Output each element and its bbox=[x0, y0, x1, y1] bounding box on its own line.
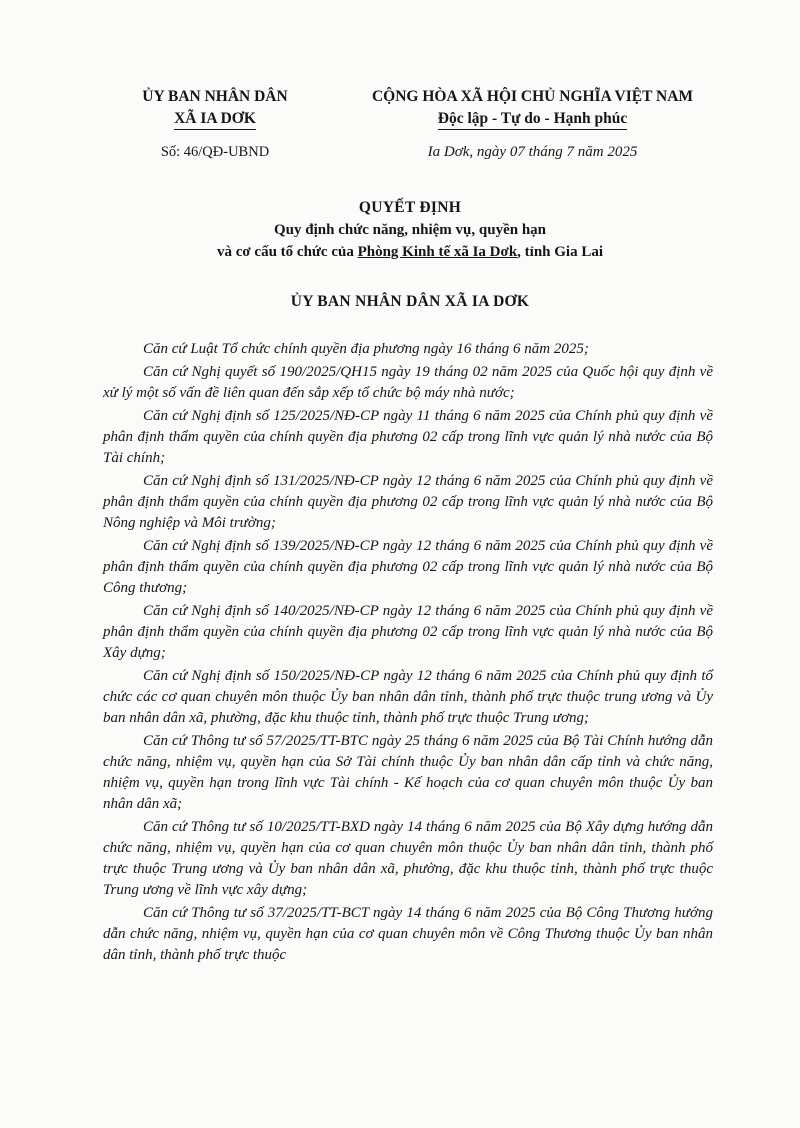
legal-basis-paragraph: Căn cứ Thông tư số 57/2025/TT-BTC ngày 25 tháng 6 năm 2025 của Bộ Tài Chính hướng dẫn chức năng, nhiệm vụ, quyền hạn của Sở Tài chính thuộc Ủy ban nhân dân cấp tỉnh và chức năng, nhiệm vụ, quyền hạn trong lĩnh vực Tài chính - Kế hoạch của cơ quan chuyên môn thuộc Ủy ban nhân dân xã; bbox=[103, 733, 713, 812]
national-motto: Độc lập - Tự do - Hạnh phúc bbox=[438, 109, 627, 130]
document-type: QUYẾT ĐỊNH bbox=[358, 199, 462, 216]
subject-line-2-underlined: Phòng Kinh tế xã Ia Dơk bbox=[357, 244, 518, 260]
legal-basis-paragraph: Căn cứ Thông tư số 37/2025/TT-BCT ngày 14 tháng 6 năm 2025 của Bộ Công Thương hướng dẫn chức năng, nhiệm vụ, quyền hạn của cơ quan chuyên môn về Công Thương thuộc Ủy ban nhân dân tỉnh, thành phố trực thuộc bbox=[103, 905, 713, 963]
nation-name: CỘNG HÒA XÃ HỘI CHỦ NGHĨA VIỆT NAM bbox=[371, 88, 694, 105]
legal-basis-paragraph: Căn cứ Nghị định số 139/2025/NĐ-CP ngày 12 tháng 6 năm 2025 của Chính phủ quy định về phân định thẩm quyền của chính quyền địa phương 02 cấp trong lĩnh vực quản lý nhà nước của Bộ Công thương; bbox=[103, 538, 713, 596]
legal-basis-paragraph: Căn cứ Nghị định số 125/2025/NĐ-CP ngày 11 tháng 6 năm 2025 của Chính phủ quy định về phân định thẩm quyền của chính quyền địa phương 02 cấp trong lĩnh vực quản lý nhà nước của Bộ Tài chính; bbox=[103, 408, 713, 466]
issuing-agency bbox=[130, 86, 300, 130]
agency-name-line1: ỦY BAN NHÂN DÂN bbox=[142, 88, 288, 105]
subject-line-2-pre: và cơ cấu tổ chức của bbox=[216, 244, 358, 260]
legal-basis-paragraph: Căn cứ Nghị định số 131/2025/NĐ-CP ngày 12 tháng 6 năm 2025 của Chính phủ quy định về phân định thẩm quyền của chính quyền địa phương 02 cấp trong lĩnh vực quản lý nhà nước của Bộ Nông nghiệp và Môi trường; bbox=[103, 473, 713, 531]
legal-basis-paragraph: Căn cứ Nghị định số 140/2025/NĐ-CP ngày 12 tháng 6 năm 2025 của Chính phủ quy định về phân định thẩm quyền của chính quyền địa phương 02 cấp trong lĩnh vực quản lý nhà nước của Bộ Xây dựng; bbox=[103, 603, 713, 661]
issuing-authority: ỦY BAN NHÂN DÂN XÃ IA DƠK bbox=[290, 293, 530, 310]
legal-basis-paragraph: Căn cứ Nghị quyết số 190/2025/QH15 ngày 19 tháng 02 năm 2025 của Quốc hội quy định về xử lý một số vấn đề liên quan đến sắp xếp tổ chức bộ máy nhà nước; bbox=[103, 364, 713, 401]
legal-basis-paragraph: Căn cứ Thông tư số 10/2025/TT-BXD ngày 14 tháng 6 năm 2025 của Bộ Xây dựng hướng dẫn chức năng, nhiệm vụ, quyền hạn của cơ quan chuyên môn thuộc Ủy ban nhân dân tỉnh, thành phố trực thuộc Trung ương và Ủy ban nhân dân xã, phường, đặc khu thuộc tỉnh, thành phố trực thuộc Trung ương về lĩnh vực xây dựng; bbox=[103, 819, 713, 898]
document-title bbox=[100, 197, 720, 263]
national-heading bbox=[345, 86, 720, 130]
subject-line-2-post: , tỉnh Gia Lai bbox=[517, 244, 604, 260]
legal-basis-paragraph: Căn cứ Luật Tổ chức chính quyền địa phương ngày 16 tháng 6 năm 2025; bbox=[143, 341, 589, 357]
legal-basis-paragraph: Căn cứ Nghị định số 150/2025/NĐ-CP ngày 12 tháng 6 năm 2025 của Chính phủ quy định tổ chức các cơ quan chuyên môn thuộc Ủy ban nhân dân tỉnh, thành phố trực thuộc trung ương và Ủy ban nhân dân xã, phường, đặc khu thuộc tỉnh, thành phố trực thuộc Trung ương; bbox=[103, 668, 713, 726]
subject-line-2 bbox=[100, 241, 720, 263]
subject-line-1: Quy định chức năng, nhiệm vụ, quyền hạn bbox=[273, 222, 546, 238]
document-number: Số: 46/QĐ-UBND bbox=[160, 144, 270, 160]
place-and-date: Ia Dơk, ngày 07 tháng 7 năm 2025 bbox=[427, 144, 638, 160]
legal-basis bbox=[103, 339, 713, 968]
agency-name-line2: XÃ IA DƠK bbox=[174, 109, 256, 130]
